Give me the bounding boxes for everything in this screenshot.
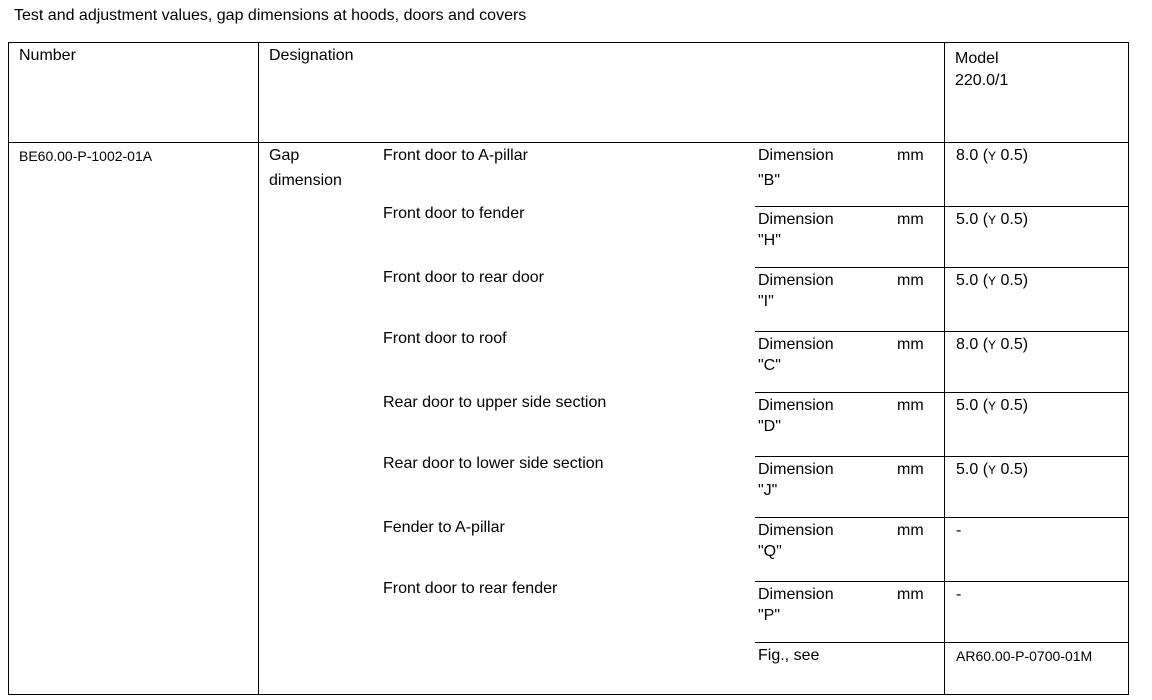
row-unit: mm	[897, 522, 924, 539]
gap-dimension-table	[8, 42, 1129, 695]
row-item: Fender to A-pillar	[383, 519, 505, 536]
row-item: Front door to A-pillar	[383, 147, 528, 164]
group-label-line2: dimension	[269, 172, 342, 189]
row-dim-label: Dimension	[758, 461, 834, 478]
row-dim-code: "P"	[758, 607, 781, 624]
row-dim-label: Dimension	[758, 147, 834, 164]
row-value: 5.0 (Y 0.5)	[956, 272, 1029, 289]
row-item: Front door to rear fender	[383, 580, 558, 597]
figure-reference: AR60.00-P-0700-01M	[956, 648, 1093, 664]
row-unit: mm	[897, 461, 924, 478]
row-divider	[755, 206, 1128, 207]
figure-label: Fig., see	[758, 647, 820, 664]
row-dim-label: Dimension	[758, 522, 834, 539]
page-title: Test and adjustment values, gap dimensions at hoods, doors and covers	[14, 7, 527, 24]
row-item: Rear door to upper side section	[383, 394, 607, 411]
row-unit: mm	[897, 336, 924, 353]
row-divider	[755, 642, 1128, 643]
row-divider	[755, 517, 1128, 518]
header-number: Number	[19, 47, 76, 64]
header-model-label: Model	[955, 50, 999, 67]
row-value: 5.0 (Y 0.5)	[956, 211, 1029, 228]
row-divider	[755, 581, 1128, 582]
record-number: BE60.00-P-1002-01A	[19, 148, 153, 164]
row-item: Front door to rear door	[383, 269, 544, 286]
row-unit: mm	[897, 272, 924, 289]
row-dim-code: "H"	[758, 232, 781, 249]
row-dim-code: "Q"	[758, 543, 782, 560]
row-unit: mm	[897, 211, 924, 228]
row-divider	[755, 331, 1128, 332]
row-value: 5.0 (Y 0.5)	[956, 461, 1029, 478]
row-item: Rear door to lower side section	[383, 455, 604, 472]
row-value: -	[956, 586, 962, 603]
row-dim-label: Dimension	[758, 272, 834, 289]
column-divider	[944, 43, 945, 694]
row-unit: mm	[897, 397, 924, 414]
row-divider	[755, 392, 1128, 393]
row-value: 8.0 (Y 0.5)	[956, 147, 1029, 164]
row-dim-code: "D"	[758, 418, 781, 435]
row-item: Front door to fender	[383, 205, 525, 222]
row-divider	[755, 267, 1128, 268]
row-value: 5.0 (Y 0.5)	[956, 397, 1029, 414]
row-dim-code: "B"	[758, 172, 781, 189]
row-unit: mm	[897, 147, 924, 164]
header-divider	[9, 142, 1128, 143]
header-designation: Designation	[269, 47, 354, 64]
row-dim-label: Dimension	[758, 397, 834, 414]
row-dim-code: "J"	[758, 482, 778, 499]
header-model-value: 220.0/1	[955, 72, 1009, 89]
row-divider	[755, 456, 1128, 457]
row-item: Front door to roof	[383, 330, 507, 347]
row-value: 8.0 (Y 0.5)	[956, 336, 1029, 353]
column-divider	[258, 43, 259, 694]
row-dim-label: Dimension	[758, 336, 834, 353]
group-label-line1: Gap	[269, 147, 300, 164]
row-dim-label: Dimension	[758, 211, 834, 228]
row-dim-label: Dimension	[758, 586, 834, 603]
row-dim-code: "C"	[758, 357, 781, 374]
row-dim-code: "I"	[758, 293, 774, 310]
row-value: -	[956, 522, 962, 539]
row-unit: mm	[897, 586, 924, 603]
